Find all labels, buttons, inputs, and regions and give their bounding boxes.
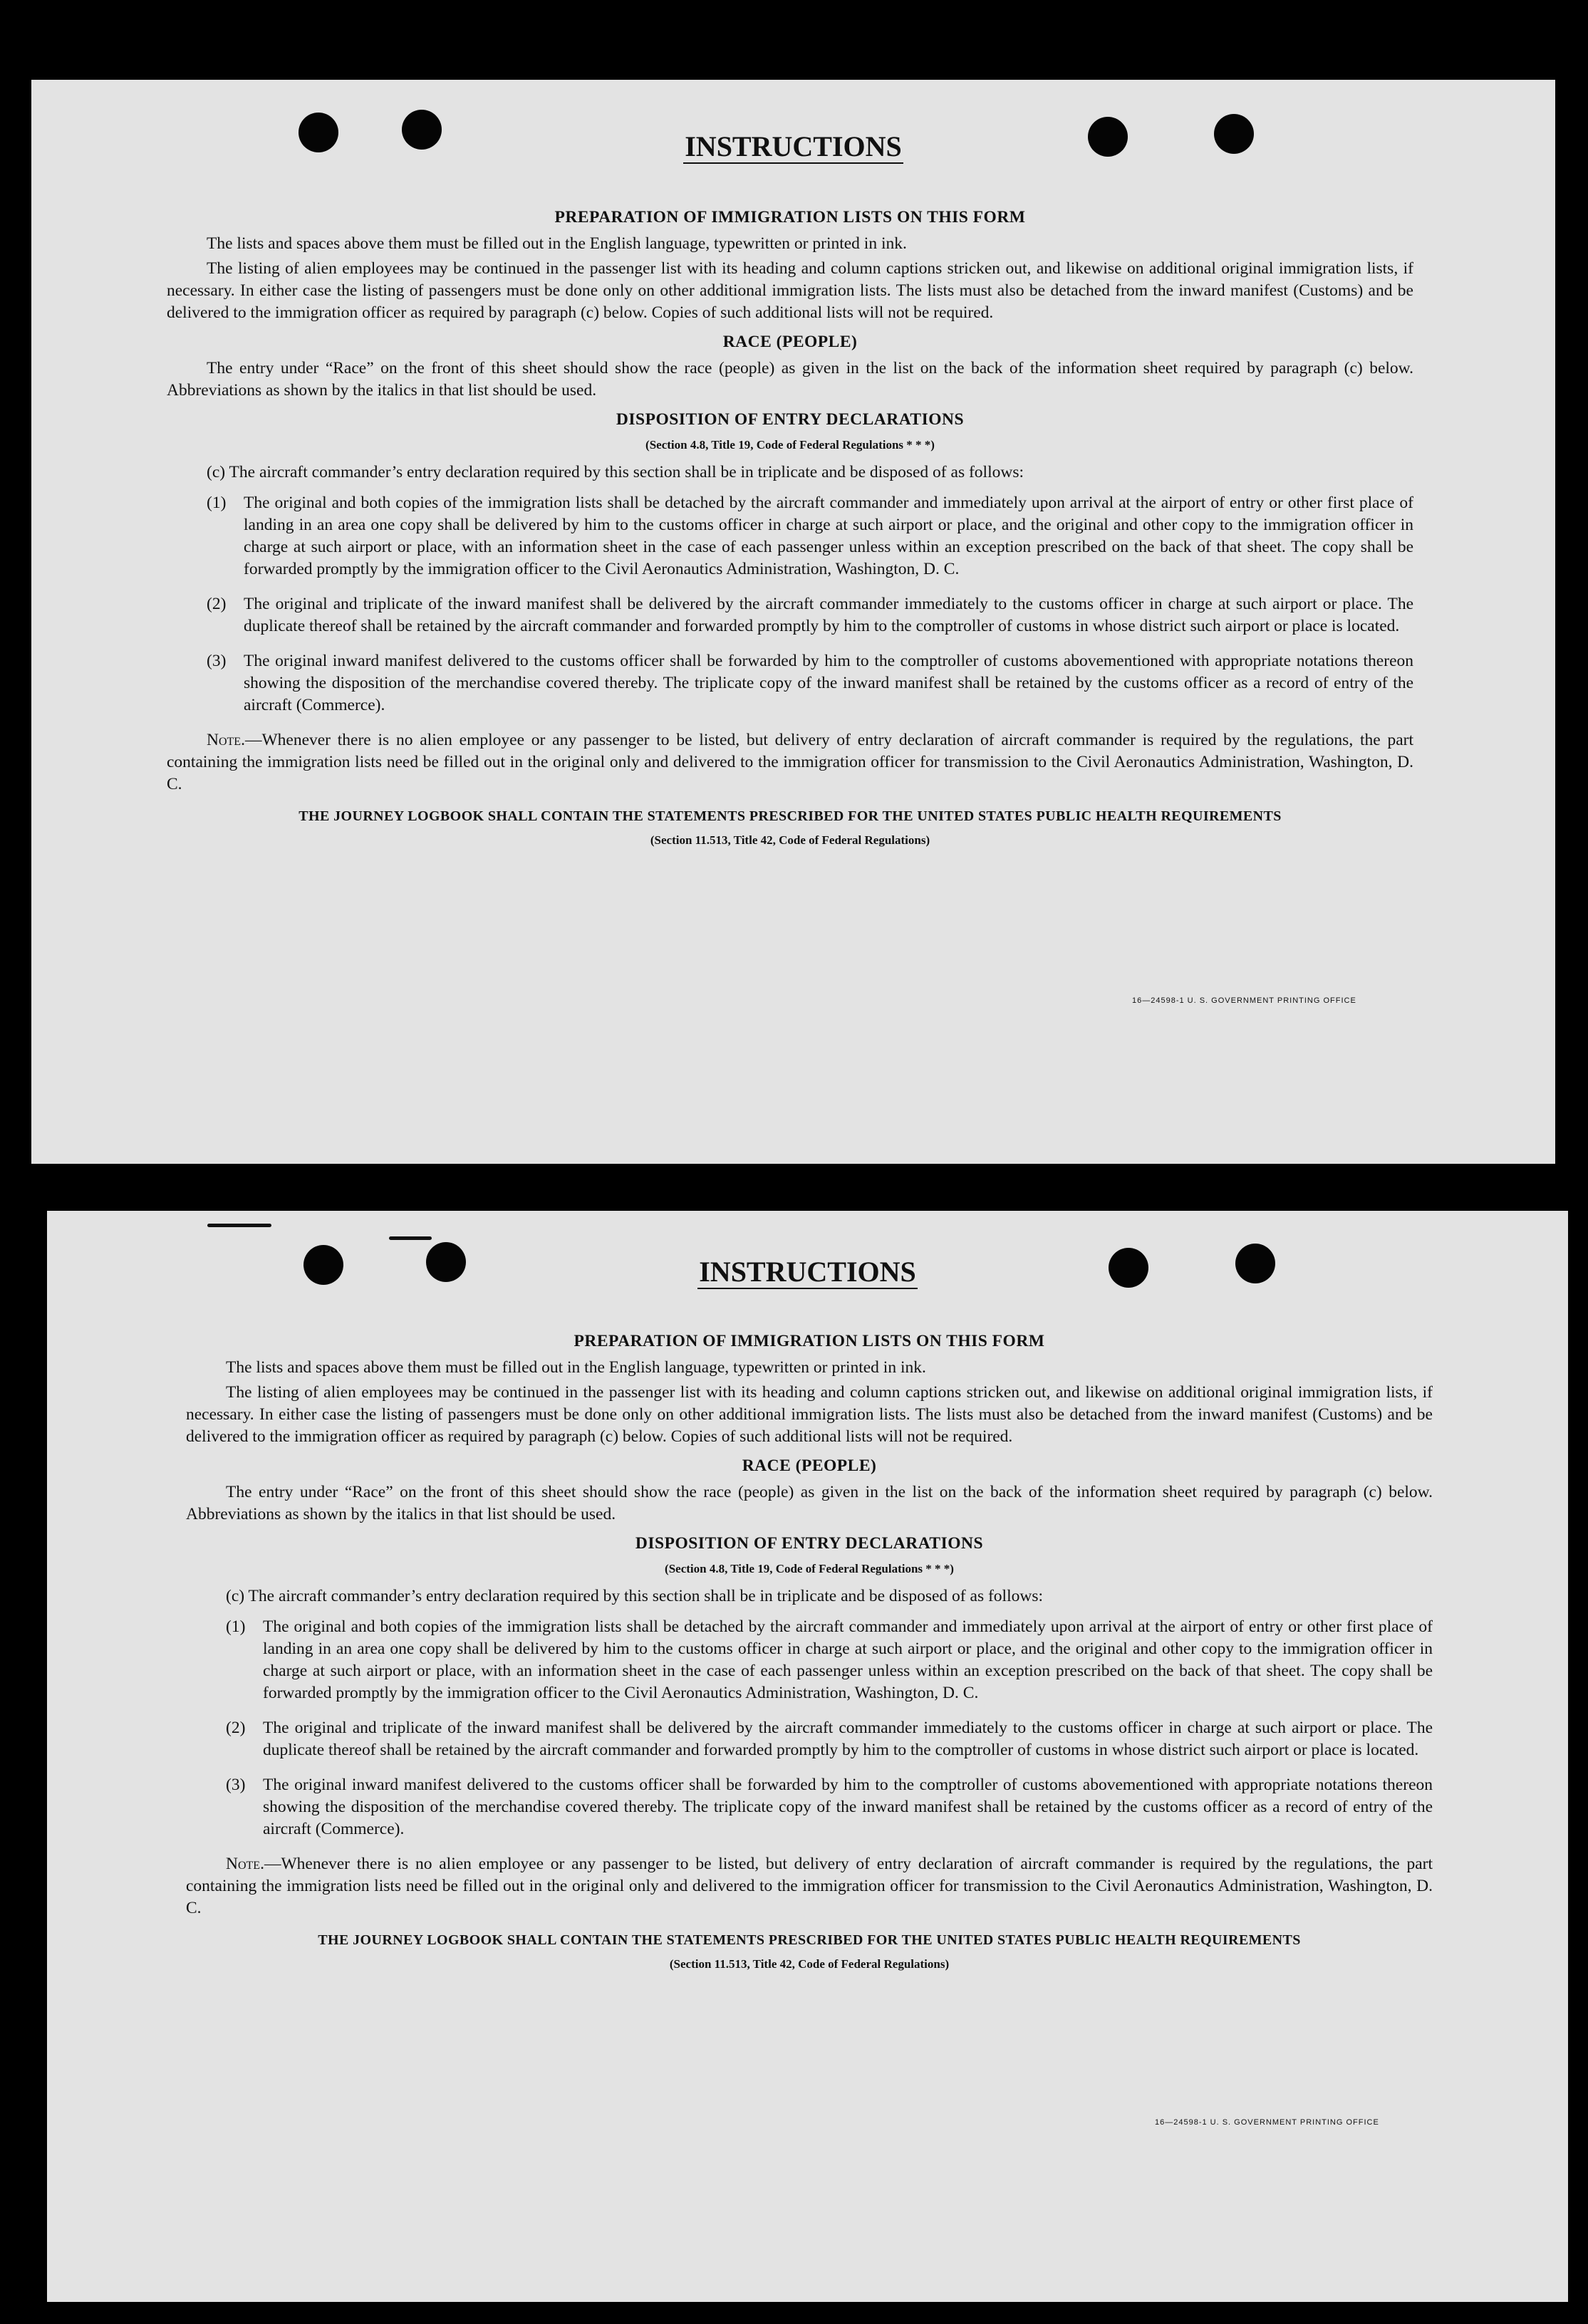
list-item-number: (1) bbox=[207, 494, 227, 512]
scratch-mark bbox=[389, 1236, 432, 1240]
section-heading-disposition: DISPOSITION OF ENTRY DECLARATIONS bbox=[616, 410, 965, 429]
list-item-number: (1) bbox=[226, 1617, 246, 1636]
paragraph-c: (c) The aircraft commander’s entry declaration required by this section shall be in triplicate and be disposed of as follows: bbox=[207, 463, 1024, 481]
page-title: INSTRUCTIONS bbox=[699, 1256, 916, 1288]
section-heading-preparation: PREPARATION OF IMMIGRATION LISTS ON THIS FORM bbox=[554, 208, 1026, 226]
list-item-text: The original and both copies of the immigration lists shall be detached by the aircraft commander and immediately upon arrival at the airport of entry or other first place of landing in an area one copy shall be delivered by him to the customs officer in charge at such airport or place, and the original and other copy to the immigration officer in charge at such airport or place, with an information sheet in the case of each passenger unless within an exception prescribed on the back of that sheet. The copy shall be forwarded promptly by the immigration officer to the Civil Aeronautics Administration, Washington, D. C. bbox=[263, 1617, 1433, 1702]
list-item-text: The original and triplicate of the inward manifest shall be delivered by the aircraft commander immediately to the customs officer in charge at such airport or place. The duplicate thereof shall be retained by the aircraft commander and forwarded promptly by him to the comptroller of customs in whose district such airport or place is located. bbox=[263, 1719, 1433, 1759]
list-item-number: (2) bbox=[226, 1719, 246, 1737]
section-citation: (Section 11.513, Title 42, Code of Federal Regulations) bbox=[669, 1957, 950, 1971]
list-item bbox=[226, 1774, 1433, 1840]
paragraph: The listing of alien employees may be continued in the passenger list with its heading and column captions stricken out, and likewise on additional original immigration lists, if necessary. In either case the listing of passengers must be done only on other additional immigration lists. The lists must also be detached from the inward manifest (Customs) and be delivered to the immigration officer as required by paragraph (c) below. Copies of such additional lists will not be required. bbox=[167, 259, 1413, 322]
section-heading-disposition: DISPOSITION OF ENTRY DECLARATIONS bbox=[635, 1534, 984, 1553]
paragraph: The entry under “Race” on the front of this sheet should show the race (people) as given in the list on the back of the information sheet required by paragraph (c) below. Abbreviations as shown by the italics in that list should be used. bbox=[186, 1483, 1433, 1523]
section-heading-race: RACE (PEOPLE) bbox=[742, 1457, 877, 1475]
note-text: —Whenever there is no alien employee or any passenger to be listed, but delivery of entry declaration of aircraft commander is required by the regulations, the part containing the immigration lists need be filled out in the original only and delivered to the immigration officer for transmission to the Civil Aeronautics Administration, Washington, D. C. bbox=[167, 731, 1413, 793]
note-paragraph bbox=[167, 729, 1413, 796]
journey-logbook-heading: THE JOURNEY LOGBOOK SHALL CONTAIN THE STATEMENTS PRESCRIBED FOR THE UNITED STATES PUBLIC HEALTH REQUIREMENTS bbox=[299, 808, 1282, 824]
printing-office-code: 16—24598-1 U. S. GOVERNMENT PRINTING OFFICE bbox=[1132, 996, 1356, 1005]
section-citation: (Section 4.8, Title 19, Code of Federal Regulations * * *) bbox=[665, 1562, 954, 1575]
list-item-text: The original inward manifest delivered to the customs officer shall be forwarded by him to the comptroller of customs abovementioned with appropriate notations thereon showing the disposition of the merchandise covered thereby. The triplicate copy of the inward manifest shall be retained by the customs officer as a record of entry of the aircraft (Commerce). bbox=[263, 1776, 1433, 1838]
note-label: Note. bbox=[226, 1855, 264, 1873]
page-title: INSTRUCTIONS bbox=[685, 130, 902, 162]
section-citation: (Section 4.8, Title 19, Code of Federal Regulations * * *) bbox=[645, 438, 935, 452]
list-item bbox=[226, 1717, 1433, 1761]
paragraph: The listing of alien employees may be continued in the passenger list with its heading and column captions stricken out, and likewise on additional original immigration lists, if necessary. In either case the listing of passengers must be done only on other additional immigration lists. The lists must also be detached from the inward manifest (Customs) and be delivered to the immigration officer as required by paragraph (c) below. Copies of such additional lists will not be required. bbox=[186, 1383, 1433, 1446]
list-item-text: The original and triplicate of the inward manifest shall be delivered by the aircraft commander immediately to the customs officer in charge at such airport or place. The duplicate thereof shall be retained by the aircraft commander and forwarded promptly by him to the comptroller of customs in whose district such airport or place is located. bbox=[244, 595, 1413, 635]
journey-logbook-heading: THE JOURNEY LOGBOOK SHALL CONTAIN THE STATEMENTS PRESCRIBED FOR THE UNITED STATES PUBLIC HEALTH REQUIREMENTS bbox=[318, 1932, 1301, 1948]
paragraph: The lists and spaces above them must be filled out in the English language, typewritten or printed in ink. bbox=[207, 234, 907, 253]
list-item bbox=[207, 593, 1413, 637]
printing-office-code: 16—24598-1 U. S. GOVERNMENT PRINTING OFFICE bbox=[1155, 2118, 1379, 2127]
note-label: Note. bbox=[207, 731, 245, 749]
instructions-body bbox=[167, 199, 1413, 851]
list-item bbox=[226, 1616, 1433, 1704]
list-item bbox=[207, 650, 1413, 717]
instruction-sheet-top bbox=[31, 80, 1555, 1164]
scratch-mark bbox=[207, 1224, 271, 1227]
section-heading-preparation: PREPARATION OF IMMIGRATION LISTS ON THIS FORM bbox=[574, 1332, 1045, 1350]
paragraph: The lists and spaces above them must be filled out in the English language, typewritten or printed in ink. bbox=[226, 1358, 926, 1377]
list-item bbox=[207, 492, 1413, 580]
list-item-number: (2) bbox=[207, 595, 227, 613]
list-item-number: (3) bbox=[226, 1776, 246, 1794]
note-text: —Whenever there is no alien employee or any passenger to be listed, but delivery of entry declaration of aircraft commander is required by the regulations, the part containing the immigration lists need be filled out in the original only and delivered to the immigration officer for transmission to the Civil Aeronautics Administration, Washington, D. C. bbox=[186, 1855, 1433, 1917]
section-citation: (Section 11.513, Title 42, Code of Federal Regulations) bbox=[650, 833, 930, 847]
list-item-text: The original inward manifest delivered to the customs officer shall be forwarded by him to the comptroller of customs abovementioned with appropriate notations thereon showing the disposition of the merchandise covered thereby. The triplicate copy of the inward manifest shall be retained by the customs officer as a record of entry of the aircraft (Commerce). bbox=[244, 652, 1413, 714]
paragraph-c: (c) The aircraft commander’s entry declaration required by this section shall be in triplicate and be disposed of as follows: bbox=[226, 1587, 1043, 1605]
instruction-sheet-bottom bbox=[47, 1211, 1568, 2302]
list-item-text: The original and both copies of the immigration lists shall be detached by the aircraft commander and immediately upon arrival at the airport of entry or other first place of landing in an area one copy shall be delivered by him to the customs officer in charge at such airport or place, and the original and other copy to the immigration officer in charge at such airport or place, with an information sheet in the case of each passenger unless within an exception prescribed on the back of that sheet. The copy shall be forwarded promptly by the immigration officer to the Civil Aeronautics Administration, Washington, D. C. bbox=[244, 494, 1413, 578]
instructions-body bbox=[186, 1323, 1433, 1975]
paragraph: The entry under “Race” on the front of this sheet should show the race (people) as given in the list on the back of the information sheet required by paragraph (c) below. Abbreviations as shown by the italics in that list should be used. bbox=[167, 359, 1413, 400]
note-paragraph bbox=[186, 1853, 1433, 1919]
list-item-number: (3) bbox=[207, 652, 227, 670]
section-heading-race: RACE (PEOPLE) bbox=[722, 333, 858, 351]
